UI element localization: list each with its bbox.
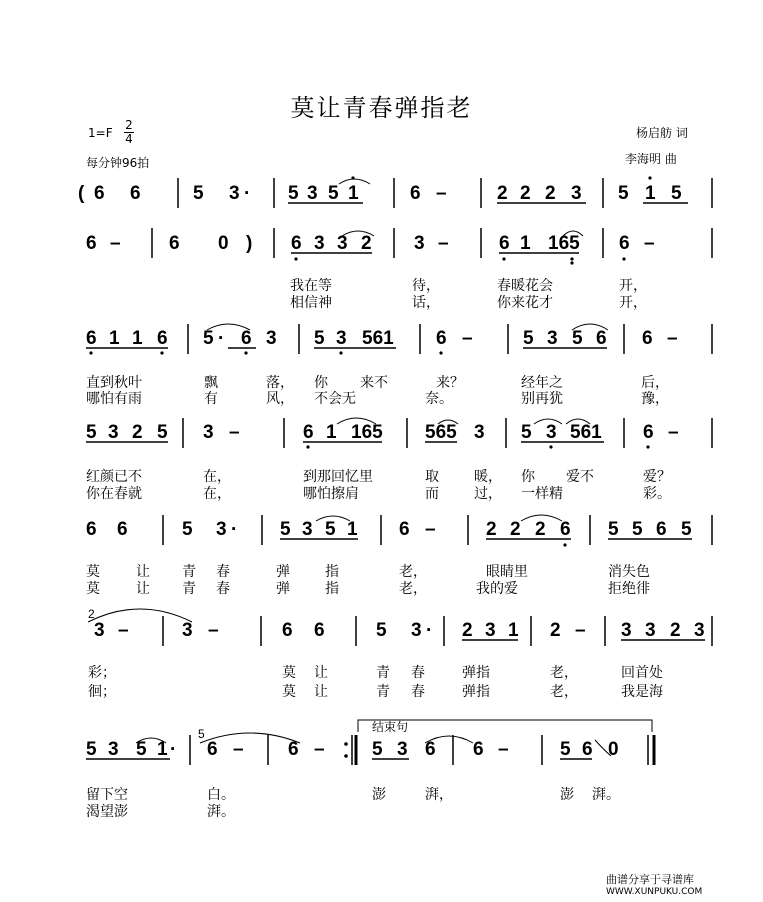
note: 3 <box>94 620 105 641</box>
lyric: 哪怕有雨 <box>86 391 142 407</box>
lyric: 让 <box>136 564 150 580</box>
lyric: 你在春就 <box>86 486 142 502</box>
lyric: 开， <box>619 295 647 311</box>
note: 3 <box>621 620 632 641</box>
dash: – <box>229 422 240 443</box>
lyric: 青 <box>376 665 390 681</box>
note: 2 <box>486 519 497 540</box>
dash: – <box>436 183 447 204</box>
note: 5 <box>560 739 571 760</box>
lyric: 老， <box>550 665 578 681</box>
lyric: 风， <box>266 391 294 407</box>
note: 3 <box>411 620 422 641</box>
lyric: 指 <box>325 564 339 580</box>
watermark-footer <box>606 873 730 899</box>
dash: – <box>644 233 655 254</box>
note: 5 <box>280 519 291 540</box>
dash: – <box>110 233 121 254</box>
lyric: 春 <box>216 564 230 580</box>
lyric: 你来花才 <box>497 295 553 311</box>
dash: – <box>668 422 679 443</box>
note: 6 <box>157 328 168 349</box>
note: 565 <box>425 422 457 443</box>
lyric: 让 <box>314 665 328 681</box>
lyric: 莫 <box>282 665 296 681</box>
note: 5 <box>608 519 619 540</box>
lyric: 眼睛里 <box>486 564 528 580</box>
note: 5 <box>618 183 629 204</box>
lyric: 青 <box>182 564 196 580</box>
note: 6 <box>303 422 314 443</box>
lyric: 青 <box>182 581 196 597</box>
note: 3 <box>108 739 119 760</box>
lyric: 澎 <box>372 787 386 803</box>
lyric: 有 <box>204 391 218 407</box>
dash: – <box>462 328 473 349</box>
lyric: 湃， <box>425 787 453 803</box>
lyric: 老， <box>550 684 578 700</box>
lyric: 拒绝徘 <box>608 581 650 597</box>
note: 5 <box>136 739 147 760</box>
dash: – <box>118 620 129 641</box>
lyric: 我是海 <box>621 684 663 700</box>
time-bottom: 4 <box>125 132 133 146</box>
lyric: 消失色 <box>608 564 650 580</box>
lyric: 你 <box>314 375 328 391</box>
note: 561 <box>570 422 602 443</box>
note: 3 <box>216 519 227 540</box>
note: 1 <box>520 233 531 254</box>
lyric: 来不 <box>360 375 388 391</box>
note: 3 <box>337 233 348 254</box>
composer-credit: 李海明 曲 <box>625 152 677 166</box>
lyric: 指 <box>325 581 339 597</box>
lyric: 彩。 <box>643 486 671 502</box>
note: 6 <box>130 183 141 204</box>
note: 1 <box>132 328 143 349</box>
note: 3 <box>546 422 557 443</box>
note: 5 <box>572 328 583 349</box>
dot: · <box>170 739 177 760</box>
note: 5 <box>288 183 299 204</box>
note: 2 <box>545 183 556 204</box>
dash: – <box>425 519 436 540</box>
note: 6 <box>499 233 510 254</box>
note: 6 <box>94 183 105 204</box>
note: 6 <box>656 519 667 540</box>
note: 3 <box>694 620 705 641</box>
lyric: 落， <box>266 375 294 391</box>
note: 6 <box>473 739 484 760</box>
note: 3 <box>571 183 582 204</box>
note: 3 <box>307 183 318 204</box>
lyric: 春 <box>216 581 230 597</box>
note: 2 <box>462 620 473 641</box>
lyric: 春暖花会 <box>497 278 553 294</box>
note: 3 <box>203 422 214 443</box>
lyric: 取 <box>425 469 439 485</box>
lyric: 爱？ <box>643 469 671 485</box>
note: 6 <box>291 233 302 254</box>
note: 6 <box>399 519 410 540</box>
lyric: 老， <box>399 564 427 580</box>
note: 0 <box>218 233 229 254</box>
dash: – <box>498 739 509 760</box>
note: 6 <box>314 620 325 641</box>
note: 6 <box>117 519 128 540</box>
note: 3 <box>182 620 193 641</box>
dash: – <box>314 739 325 760</box>
note: 6 <box>241 328 252 349</box>
lyric: 弹指 <box>462 665 490 681</box>
note: 3 <box>485 620 496 641</box>
lyric: 相信神 <box>290 295 332 311</box>
lyric: 而 <box>425 486 439 502</box>
lyric: 我的爱 <box>476 581 518 597</box>
lyric: 弹 <box>276 564 290 580</box>
lyric: 弹指 <box>462 684 490 700</box>
note: 5 <box>182 519 193 540</box>
note: 2 <box>361 233 372 254</box>
lyric: 来？ <box>436 375 464 391</box>
note: 6 <box>410 183 421 204</box>
note: 5 <box>86 422 97 443</box>
note: 6 <box>582 739 593 760</box>
note: 2 <box>520 183 531 204</box>
lyric: 不会无 <box>314 391 356 407</box>
note: 1 <box>348 183 359 204</box>
note: 5 <box>372 739 383 760</box>
dot: · <box>426 620 433 641</box>
lyric: 豫， <box>641 391 669 407</box>
dot: · <box>218 328 225 349</box>
dot: · <box>231 519 238 540</box>
note: 5 <box>671 183 682 204</box>
note: 1 <box>326 422 337 443</box>
note: 2 <box>670 620 681 641</box>
lyric: 留下空 <box>86 787 128 803</box>
dash: – <box>667 328 678 349</box>
note: 5 <box>376 620 387 641</box>
lyric: 澎 <box>560 787 574 803</box>
lyricist-credit: 杨启舫 词 <box>636 126 688 140</box>
note: 3 <box>302 519 313 540</box>
lyric: 徊； <box>88 684 116 700</box>
note: 5 <box>203 328 214 349</box>
lyric: 别再犹 <box>521 391 563 407</box>
note: 2 <box>132 422 143 443</box>
lyric: 红颜已不 <box>86 469 142 485</box>
time-top: 2 <box>125 118 133 132</box>
lyric: 你 <box>521 469 535 485</box>
footer-url: WWW.XUNPUKU.COM <box>606 887 703 897</box>
note: 2 <box>535 519 546 540</box>
note: 6 <box>643 422 654 443</box>
note: 5 <box>521 422 532 443</box>
note: 5 <box>86 739 97 760</box>
note: 5 <box>314 328 325 349</box>
note-paren-close: ) <box>246 233 253 254</box>
lyric: 莫 <box>282 684 296 700</box>
lyric: 在， <box>203 486 231 502</box>
note: 3 <box>474 422 485 443</box>
note: 5 <box>681 519 692 540</box>
dot: · <box>244 183 251 204</box>
note: 3 <box>108 422 119 443</box>
note: 1 <box>645 183 656 204</box>
note: 1 <box>347 519 358 540</box>
note: 6 <box>282 620 293 641</box>
lyric: 开， <box>619 278 647 294</box>
lyric: 过， <box>474 486 502 502</box>
lyric: 莫 <box>86 564 100 580</box>
note: 6 <box>596 328 607 349</box>
lyric: 弹 <box>276 581 290 597</box>
lyric: 一样精 <box>521 486 563 502</box>
note: 5 <box>632 519 643 540</box>
note: 5 <box>193 183 204 204</box>
lyric: 渴望澎 <box>86 804 128 820</box>
key-prefix: 1=F <box>88 126 113 140</box>
note: 5 <box>523 328 534 349</box>
lyric: 白。 <box>207 787 235 803</box>
volta-1-number: 2 <box>88 607 95 621</box>
note: 5 <box>325 519 336 540</box>
dash: – <box>233 739 244 760</box>
lyric: 话， <box>412 295 440 311</box>
note: 6 <box>425 739 436 760</box>
note: 1 <box>157 739 168 760</box>
lyric: 让 <box>136 581 150 597</box>
lyric: 后， <box>641 375 669 391</box>
ending-label: 结束句 <box>372 720 409 734</box>
song-title: 莫让青春弹指老 <box>290 94 473 122</box>
lyric: 暖， <box>474 469 502 485</box>
note-paren-open: ( <box>78 183 85 204</box>
note: 1 <box>508 620 519 641</box>
note: 6 <box>86 328 97 349</box>
note: 3 <box>397 739 408 760</box>
note: 3 <box>547 328 558 349</box>
lyric: 哪怕擦肩 <box>303 486 359 502</box>
lyric: 在， <box>203 469 231 485</box>
lyric: 爱不 <box>566 469 594 485</box>
lyric: 青 <box>376 684 390 700</box>
note: 2 <box>550 620 561 641</box>
lyric: 春 <box>411 665 425 681</box>
lyric: 春 <box>411 684 425 700</box>
note: 6 <box>619 233 630 254</box>
note: 6 <box>86 233 97 254</box>
note: 3 <box>336 328 347 349</box>
note: 2 <box>510 519 521 540</box>
note: 0 <box>608 739 619 760</box>
note: 6 <box>642 328 653 349</box>
note: 6 <box>207 739 218 760</box>
footer-line1: 曲谱分享于寻谱库 <box>606 873 694 886</box>
lyric: 经年之 <box>521 375 563 391</box>
lyric: 让 <box>314 684 328 700</box>
note: 2 <box>497 183 508 204</box>
tempo-marking: 每分钟96拍 <box>86 156 150 170</box>
lyric: 彩； <box>88 665 116 681</box>
note: 3 <box>645 620 656 641</box>
lyric: 奈。 <box>425 391 453 407</box>
note: 3 <box>414 233 425 254</box>
lyric: 直到秋叶 <box>86 375 142 391</box>
lyric: 我在等 <box>290 278 332 294</box>
lyric: 湃。 <box>207 804 235 820</box>
lyric: 莫 <box>86 581 100 597</box>
note: 6 <box>288 739 299 760</box>
volta-2-number: 5 <box>198 727 205 741</box>
lyric: 飘 <box>204 375 218 391</box>
note: 165 <box>548 233 580 254</box>
note: 165 <box>351 422 383 443</box>
note: 3 <box>266 328 277 349</box>
note: 561 <box>362 328 394 349</box>
note: 3 <box>314 233 325 254</box>
note: 3 <box>229 183 240 204</box>
note: 5 <box>328 183 339 204</box>
lyric: 回首处 <box>621 665 663 681</box>
lyric: 湃。 <box>592 787 620 803</box>
note: 5 <box>157 422 168 443</box>
note: 1 <box>109 328 120 349</box>
lyric: 老， <box>399 581 427 597</box>
note: 6 <box>169 233 180 254</box>
dash: – <box>208 620 219 641</box>
note: 6 <box>86 519 97 540</box>
dash: – <box>575 620 586 641</box>
lyric: 待， <box>412 278 440 294</box>
note: 6 <box>436 328 447 349</box>
note: 6 <box>560 519 571 540</box>
lyric: 到那回忆里 <box>303 469 373 485</box>
dash: – <box>438 233 449 254</box>
